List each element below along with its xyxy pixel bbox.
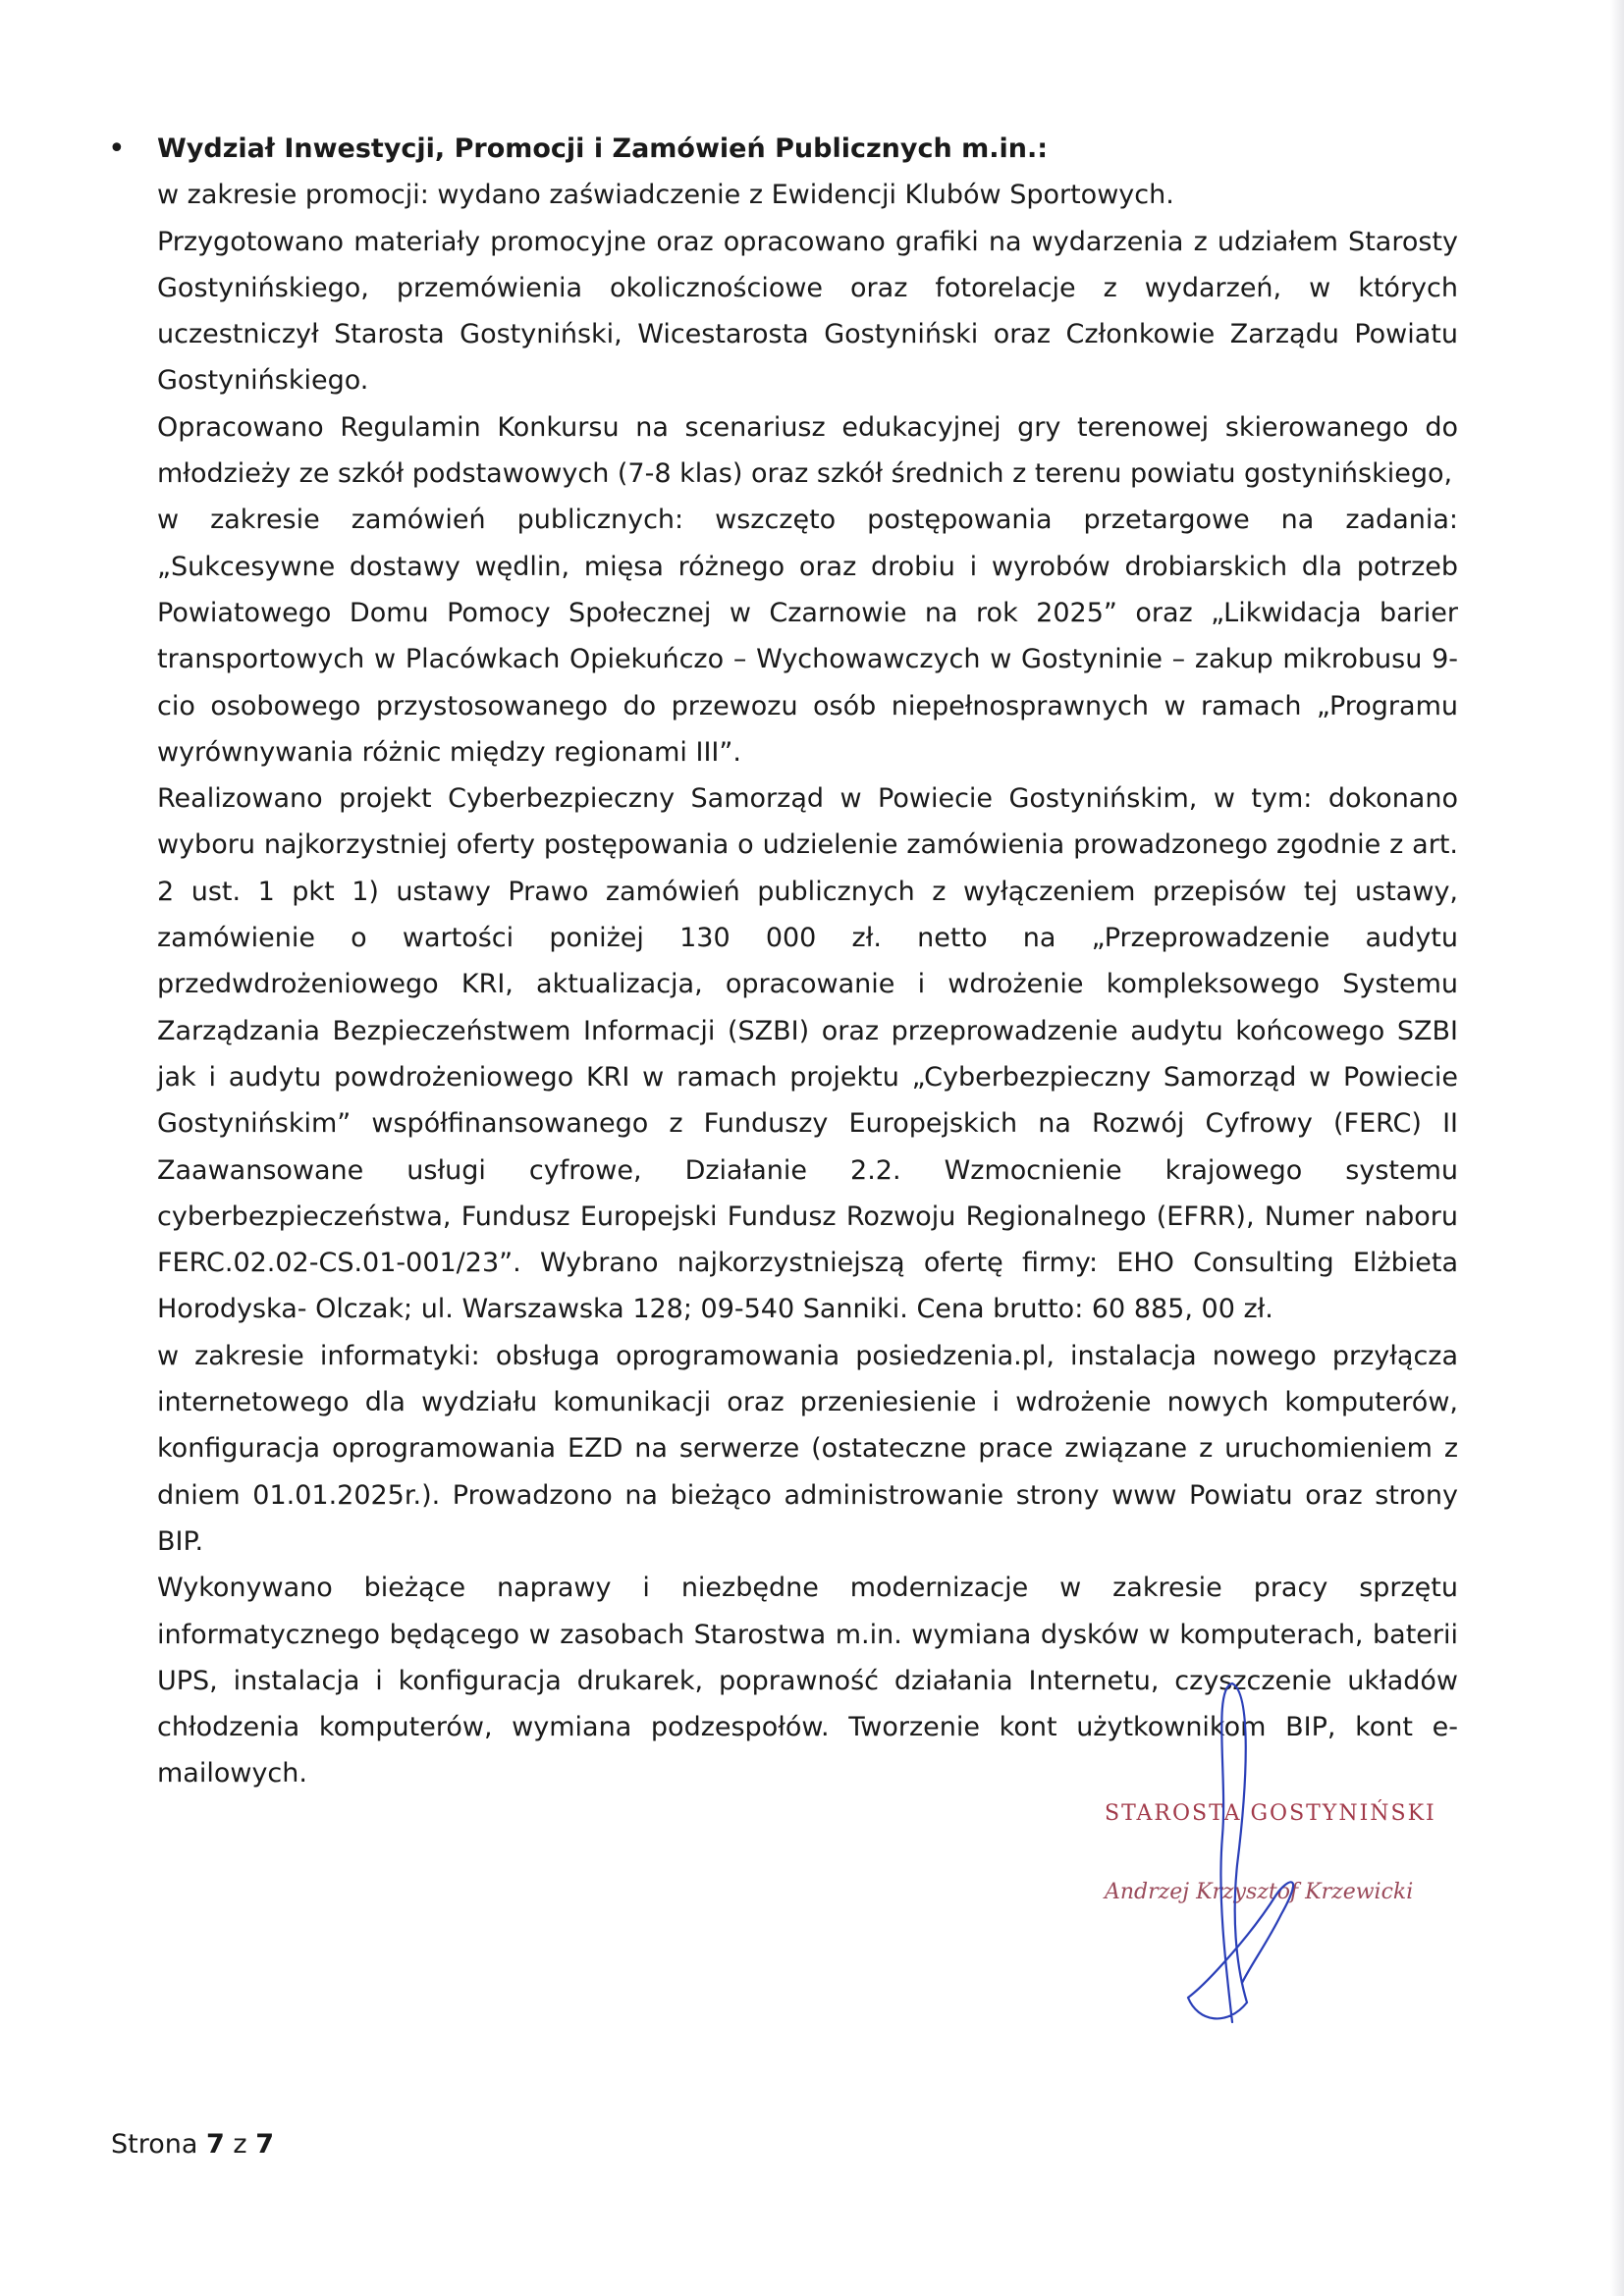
stamp-title: STAROSTA GOSTYNIŃSKI — [1105, 1801, 1436, 1826]
page-footer — [111, 2128, 274, 2162]
footer-label: Strona — [111, 2129, 198, 2160]
document-body — [157, 126, 1458, 1797]
bullet-icon: • — [108, 132, 126, 166]
footer-separator: z — [233, 2129, 247, 2160]
section-heading: Wydział Inwestycji, Promocji i Zamówień Publicznych m.in.: — [157, 133, 1049, 164]
page-edge-shadow — [1610, 0, 1624, 2296]
signature-block — [1041, 1669, 1434, 2042]
paragraph-promotion: w zakresie promocji: wydano zaświadczenie z Ewidencji Klubów Sportowych. — [157, 180, 1174, 211]
handwritten-signature-icon — [1041, 1669, 1434, 2042]
paragraph-cyber-project: Realizowano projekt Cyberbezpieczny Samorząd w Powiecie Gostynińskim, w tym: dokonano wyboru najkorzystniej oferty postępowania o udzielenie zamówienia prowadzonego zgodnie z art. 2 ust. 1 pkt 1) ustawy Prawo zamówień publicznych z wyłączeniem przepisów tej ustawy, zamówienie o wartości poniżej 130 000 zł. netto na „Przeprowadzenie audytu przedwdrożeniowego KRI, aktualizacja, opracowanie i wdrożenie kompleksowego Systemu Zarządzania Bezpieczeństwem Informacji (SZBI) oraz przeprowadzenie audytu końcowego SZBI jak i audytu powdrożeniowego KRI w ramach projektu „Cyberbezpieczny Samorząd w Powiecie Gostynińskim” współfinansowanego z Funduszy Europejskich na Rozwój Cyfrowy (FERC) II Zaawansowane usługi cyfrowe, Działanie 2.2. Wzmocnienie krajowego systemu cyberbezpieczeństwa, Fundusz Europejski Fundusz Rozwoju Regionalnego (EFRR), Numer naboru FERC.02.02-CS.01-001/23”. Wybrano najkorzystniejszą ofertę firmy: EHO Consulting Elżbieta Horodyska- Olczak; ul. Warszawska 128; 09-540 Sanniki. Cena brutto: 60 885, 00 zł. — [157, 783, 1458, 1325]
footer-total-pages: 7 — [255, 2129, 274, 2160]
paragraph-public-procurement: w zakresie zamówień publicznych: wszczęto postępowania przetargowe na zadania: „Sukcesywne dostawy wędlin, mięsa różnego oraz drobiu i wyrobów drobiarskich dla potrzeb Powiatowego Domu Pomocy Społecznej w Czarnowie na rok 2025” oraz „Likwidacja barier transportowych w Placówkach Opiekuńczo – Wychowawczych w Gostyninie – zakup mikrobusu 9-cio osobowego przystosowanego do przewozu osób niepełnosprawnych w ramach „Programu wyrównywania różnic między regionami III”. — [157, 505, 1458, 768]
paragraph-it: w zakresie informatyki: obsługa oprogramowania posiedzenia.pl, instalacja nowego przyłącza internetowego dla wydziału komunikacji oraz przeniesienie i wdrożenie nowych komputerów, konfiguracja oprogramowania EZD na serwerze (ostateczne prace związane z uruchomieniem z dniem 01.01.2025r.). Prowadzono na bieżąco administrowanie strony www Powiatu oraz strony BIP. — [157, 1340, 1458, 1557]
paragraph-promo-materials: Przygotowano materiały promocyjne oraz opracowano grafiki na wydarzenia z udziałem Starosty Gostynińskiego, przemówienia okolicznościowe oraz fotorelacje z wydarzeń, w których uczestniczył Starosta Gostyniński, Wicestarosta Gostyniński oraz Członkowie Zarządu Powiatu Gostynińskiego. — [157, 226, 1458, 397]
stamp-name: Andrzej Krzysztof Krzewicki — [1105, 1880, 1414, 1904]
footer-current-page: 7 — [206, 2129, 225, 2160]
paragraph-contest: Opracowano Regulamin Konkursu na scenariusz edukacyjnej gry terenowej skierowanego do młodzieży ze szkół podstawowych (7-8 klas) oraz szkół średnich z terenu powiatu gostynińskiego, — [157, 411, 1458, 490]
paragraph-maintenance: Wykonywano bieżące naprawy i niezbędne modernizacje w zakresie pracy sprzętu informatycznego będącego w zasobach Starostwa m.in. wymiana dysków w komputerach, baterii UPS, instalacja i konfiguracja drukarek, poprawność działania Internetu, czyszczenie układów chłodzenia komputerów, wymiana podzespołów. Tworzenie kont użytkownikom BIP, kont e-mailowych. — [157, 1573, 1458, 1789]
